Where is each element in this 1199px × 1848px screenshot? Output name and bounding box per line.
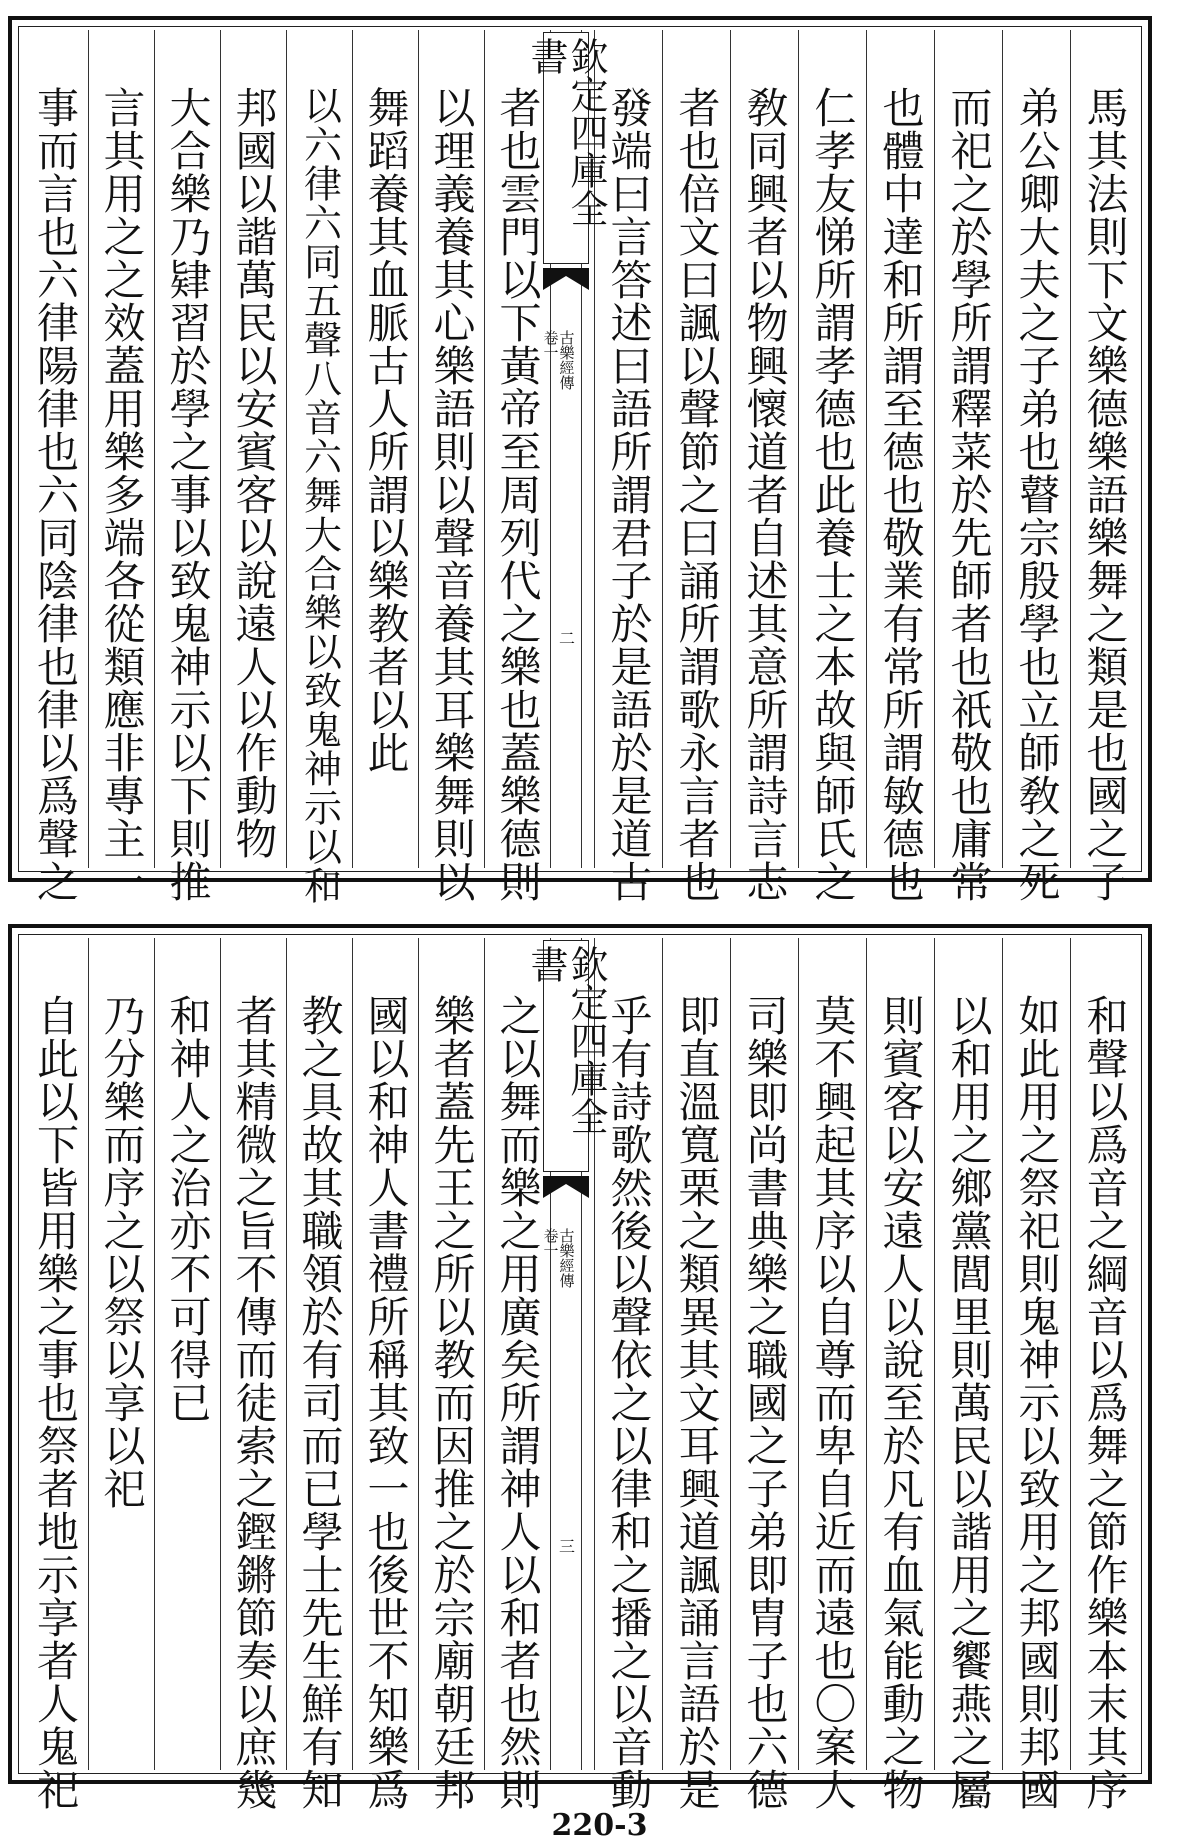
column-text: 馬其法則下文樂德樂語樂舞之類是也國之子	[1080, 86, 1130, 903]
column-text: 自此以下皆用樂之事也祭者地示享者人鬼祀	[31, 994, 81, 1811]
top-right-half	[557, 30, 1138, 903]
column-text: 也體中達和所謂至德也敬業有常所謂敏德也	[876, 86, 926, 903]
text-column	[220, 938, 286, 1811]
text-column	[88, 30, 154, 903]
text-column	[22, 938, 88, 1811]
column-text: 大合樂乃肄習於學之事以致鬼神示以下則推	[163, 86, 213, 903]
column-text: 之以舞而樂之用廣矣所謂神人以和者也然則	[493, 994, 543, 1811]
column-text: 和神人之治亦不可得已	[163, 994, 213, 1424]
column-text: 邦國以諧萬民以安賓客以說遠人以作動物	[229, 86, 279, 860]
text-column	[88, 938, 154, 1770]
text-column	[934, 30, 1002, 903]
column-text: 者其精微之旨不傳而徒索之鏗鏘節奏以庶幾	[229, 994, 279, 1811]
book-title: 欽定四庫全書	[524, 37, 608, 227]
column-text: 則賓客以安遠人以說至於凡有血氣能動之物	[876, 994, 926, 1811]
book-name: 古樂經傳	[557, 1228, 576, 1288]
column-text: 莫不興起其序以自尊而卑自近而遠也〇案大	[808, 994, 858, 1811]
column-text: 國以和神人書禮所稱其致一也後世不知樂爲	[361, 994, 411, 1811]
column-text: 乎有詩歌然後以聲依之以律和之播之以音動	[604, 994, 654, 1811]
text-column	[286, 30, 352, 905]
folio-number-text: 三	[556, 1538, 576, 1554]
bottom-left-half	[22, 938, 550, 1811]
center-fold	[524, 30, 608, 868]
text-column	[1002, 30, 1070, 903]
folio-number	[547, 630, 585, 646]
folio-number	[547, 1538, 585, 1554]
column-text: 言其用之之效蓋用樂多端各從類應非專主一	[97, 86, 147, 903]
column-text: 樂者蓋先王之所以教而因推之於宗廟朝廷邦	[427, 994, 477, 1811]
folio-number-text: 二	[556, 630, 576, 646]
text-column	[286, 938, 352, 1811]
text-column	[418, 938, 484, 1811]
column-text: 即直溫寬栗之類異其文耳興道諷誦言語於是	[672, 994, 722, 1811]
text-column	[1070, 938, 1138, 1811]
column-text: 事而言也六律陽律也六同陰律也律以爲聲之	[31, 86, 81, 903]
book-name: 古樂經傳	[557, 330, 576, 390]
column-text: 者也雲門以下黃帝至周列代之樂也蓋樂德則	[493, 86, 543, 903]
text-column	[730, 938, 798, 1811]
volume-text: 卷一	[541, 1228, 560, 1258]
column-text: 弟公卿大夫之子弟也瞽宗殷學也立師敎之死	[1012, 86, 1062, 903]
column-text: 如此用之祭祀則鬼神示以致用之邦國則邦國	[1012, 994, 1062, 1811]
column-text: 以理義養其心樂語則以聲音養其耳樂舞則以	[427, 86, 477, 903]
column-text: 以六律六同五聲八音六舞大合樂以致鬼神示以和	[297, 86, 342, 905]
text-column	[1002, 938, 1070, 1811]
column-text: 乃分樂而序之以祭以享以祀	[97, 994, 147, 1510]
text-column	[154, 938, 220, 1770]
top-page	[8, 16, 1152, 905]
text-column	[662, 30, 730, 903]
text-column	[798, 938, 866, 1811]
text-column	[484, 30, 550, 903]
column-text: 敎同興者以物興懷道者自述其意所謂詩言志	[740, 86, 790, 903]
column-text: 者也倍文曰諷以聲節之曰誦所謂歌永言者也	[672, 86, 722, 903]
book-title: 欽定四庫全書	[524, 945, 608, 1135]
top-left-half	[22, 30, 550, 905]
text-column	[1070, 30, 1138, 903]
column-text: 而祀之於學所謂釋菜於先師者也祇敬也庸常	[944, 86, 994, 903]
volume-text: 卷一	[541, 330, 560, 360]
column-text: 和聲以爲音之綱音以爲舞之節作樂本末其序	[1080, 994, 1130, 1811]
text-column	[352, 30, 418, 868]
center-fold	[524, 938, 608, 1770]
column-text: 以和用之鄉黨閭里則萬民以諧用之饗燕之屬	[944, 994, 994, 1811]
column-text: 教之具故其職領於有司而已學士先生鮮有知	[295, 994, 345, 1811]
page-footer-number: 220-3	[551, 1808, 648, 1843]
text-column	[798, 30, 866, 903]
text-column	[730, 30, 798, 903]
bottom-right-half	[557, 938, 1138, 1811]
text-column	[352, 938, 418, 1811]
column-text: 仁孝友悌所謂孝德也此養士之本故與師氏之	[808, 86, 858, 903]
text-column	[934, 938, 1002, 1811]
text-column	[154, 30, 220, 903]
text-column	[220, 30, 286, 868]
text-column	[866, 30, 934, 903]
text-column	[866, 938, 934, 1811]
text-column	[662, 938, 730, 1811]
column-text: 發端曰言答述曰語所謂君子於是語於是道古	[604, 86, 654, 903]
column-text: 司樂即尚書典樂之職國之子弟即胄子也六德	[740, 994, 790, 1811]
column-text: 舞蹈養其血脈古人所謂以樂教者以此	[361, 86, 411, 774]
text-column	[22, 30, 88, 903]
text-column	[484, 938, 550, 1811]
bottom-page	[8, 924, 1152, 1811]
text-column	[418, 30, 484, 903]
